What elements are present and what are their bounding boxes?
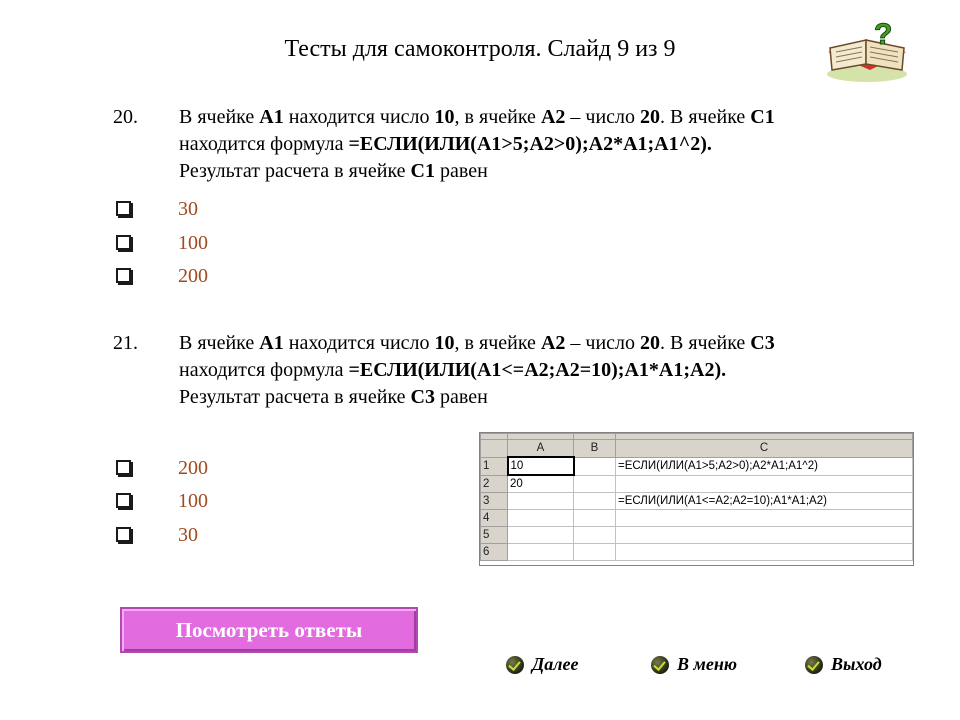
option-value: 200 bbox=[178, 265, 208, 287]
bold-text-run: А2 bbox=[540, 332, 566, 354]
question-number: 21. bbox=[113, 332, 138, 354]
checkbox-icon[interactable] bbox=[116, 493, 131, 508]
check-ball-icon bbox=[651, 656, 669, 674]
spreadsheet-row bbox=[481, 457, 913, 475]
option-value: 200 bbox=[178, 457, 208, 479]
bold-text-run: С3 bbox=[410, 386, 435, 408]
column-header-c: C bbox=[616, 440, 913, 458]
row-header: 1 bbox=[481, 457, 508, 475]
spreadsheet-excerpt bbox=[479, 432, 914, 566]
cell-c bbox=[616, 475, 913, 493]
bold-text-run: А1 bbox=[259, 332, 284, 354]
bold-text-run: А1 bbox=[259, 106, 284, 128]
question-number: 20. bbox=[113, 106, 138, 128]
row-header: 4 bbox=[481, 510, 508, 527]
question-text bbox=[179, 104, 919, 185]
spreadsheet-row bbox=[481, 510, 913, 527]
bold-text-run: С1 bbox=[410, 160, 435, 182]
cell-c: =ЕСЛИ(ИЛИ(A1>5;A2>0);A2*A1;A1^2) bbox=[616, 457, 913, 475]
spreadsheet-row bbox=[481, 493, 913, 510]
text-run: Результат расчета в ячейке bbox=[179, 160, 411, 182]
column-header-b: B bbox=[574, 440, 616, 458]
row-header: 5 bbox=[481, 527, 508, 544]
text-run: равен bbox=[435, 386, 488, 408]
bold-text-run: 10 bbox=[434, 106, 455, 128]
bold-text-run: С1 bbox=[750, 106, 775, 128]
text-run: . В ячейке bbox=[660, 106, 751, 128]
checkbox-icon[interactable] bbox=[116, 268, 131, 283]
question-line bbox=[179, 330, 919, 357]
text-run: Результат расчета в ячейке bbox=[179, 386, 411, 408]
text-run: , в ячейке bbox=[454, 332, 541, 354]
bold-text-run: 10 bbox=[434, 332, 455, 354]
bold-text-run: 20 bbox=[640, 106, 661, 128]
slide-title: Тесты для самоконтроля. Слайд 9 из 9 bbox=[284, 36, 676, 62]
text-run: , в ячейке bbox=[454, 106, 541, 128]
text-run: . В ячейке bbox=[660, 332, 751, 354]
question-20 bbox=[113, 104, 913, 186]
cell-c bbox=[616, 527, 913, 544]
question-line bbox=[179, 158, 919, 185]
corner-cell bbox=[481, 440, 508, 458]
cell-c bbox=[616, 544, 913, 561]
question-line bbox=[179, 357, 919, 384]
checkbox-icon[interactable] bbox=[116, 527, 131, 542]
text-run: находится формула bbox=[179, 133, 349, 155]
menu-label: В меню bbox=[677, 654, 737, 674]
text-run: равен bbox=[435, 160, 488, 182]
cell-a bbox=[508, 527, 574, 544]
cell-c: =ЕСЛИ(ИЛИ(A1<=A2;A2=10);A1*A1;A2) bbox=[616, 493, 913, 510]
bold-text-run: =ЕСЛИ(ИЛИ(А1>5;А2>0);А2*А1;А1^2). bbox=[348, 133, 712, 155]
text-run: В ячейке bbox=[179, 332, 260, 354]
checkbox-icon[interactable] bbox=[116, 201, 131, 216]
column-header-a: A bbox=[508, 440, 574, 458]
row-header: 3 bbox=[481, 493, 508, 510]
cell-b bbox=[574, 493, 616, 510]
cell-b bbox=[574, 510, 616, 527]
bold-text-run: С3 bbox=[750, 332, 775, 354]
cell-a bbox=[508, 544, 574, 561]
text-run: находится число bbox=[283, 332, 435, 354]
option-value: 100 bbox=[178, 232, 208, 254]
cell-b bbox=[574, 544, 616, 561]
cell-b bbox=[574, 475, 616, 493]
cell-c bbox=[616, 510, 913, 527]
option-value: 30 bbox=[178, 524, 198, 546]
question-text bbox=[179, 330, 919, 411]
text-run: находится число bbox=[283, 106, 435, 128]
cell-a bbox=[508, 493, 574, 510]
cell-a: 10 bbox=[508, 457, 574, 475]
bold-text-run: =ЕСЛИ(ИЛИ(А1<=А2;А2=10);А1*А1;А2). bbox=[348, 359, 727, 381]
show-answers-button[interactable]: Посмотреть ответы bbox=[120, 607, 418, 653]
svg-text:?: ? bbox=[874, 18, 893, 51]
text-run: – число bbox=[565, 106, 641, 128]
cell-a: 20 bbox=[508, 475, 574, 493]
bold-text-run: 20 bbox=[640, 332, 661, 354]
cell-b bbox=[574, 527, 616, 544]
next-label: Далее bbox=[532, 654, 579, 674]
check-ball-icon bbox=[506, 656, 524, 674]
bold-text-run: А2 bbox=[540, 106, 566, 128]
checkbox-icon[interactable] bbox=[116, 460, 131, 475]
option-value: 30 bbox=[178, 198, 198, 220]
spreadsheet-row bbox=[481, 527, 913, 544]
cell-a bbox=[508, 510, 574, 527]
spreadsheet-row bbox=[481, 475, 913, 493]
text-run: – число bbox=[565, 332, 641, 354]
row-header: 6 bbox=[481, 544, 508, 561]
check-ball-icon bbox=[805, 656, 823, 674]
question-line bbox=[179, 131, 919, 158]
spreadsheet-row bbox=[481, 544, 913, 561]
option-value: 100 bbox=[178, 490, 208, 512]
exit-label: Выход bbox=[831, 654, 882, 674]
cell-b bbox=[574, 457, 616, 475]
row-header: 2 bbox=[481, 475, 508, 493]
question-line bbox=[179, 384, 919, 411]
checkbox-icon[interactable] bbox=[116, 235, 131, 250]
question-21 bbox=[113, 330, 913, 412]
text-run: находится формула bbox=[179, 359, 349, 381]
question-line bbox=[179, 104, 919, 131]
text-run: В ячейке bbox=[179, 106, 260, 128]
book-question-icon bbox=[822, 18, 912, 84]
